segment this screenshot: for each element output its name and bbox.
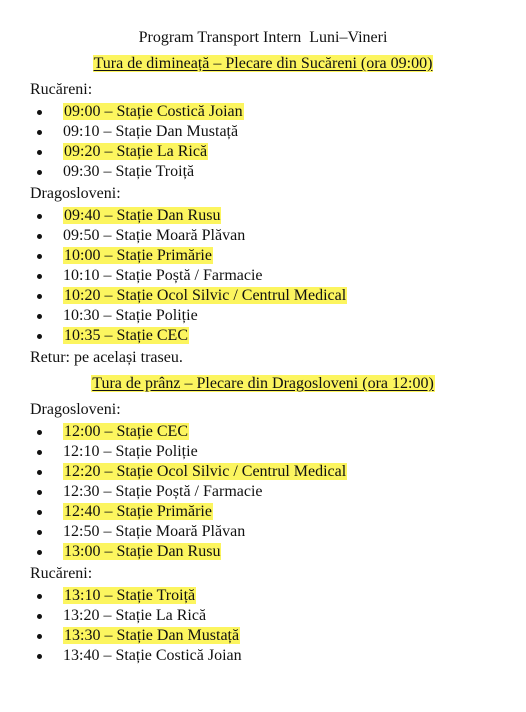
morning-location-dragosloveni: Dragosloveni: (30, 185, 121, 202)
noon-shift-heading (30, 374, 496, 394)
stop-text: 13:40 – Stație Costică Joian (63, 647, 242, 664)
bullet-icon (37, 510, 42, 515)
bullet-icon (37, 450, 42, 455)
stop-item (30, 542, 496, 562)
bullet-icon (37, 314, 42, 319)
morning-location-rucareni: Rucăreni: (30, 81, 93, 98)
morning-stops-dragosloveni (30, 206, 496, 346)
bullet-icon (37, 530, 42, 535)
stop-item (30, 286, 496, 306)
stop-text: 12:50 – Stație Moară Plăvan (63, 523, 246, 540)
stop-text: 12:40 – Stație Primărie (64, 503, 212, 520)
bullet-icon (37, 214, 42, 219)
stop-text: 10:35 – Stație CEC (64, 327, 188, 344)
noon-stops-dragosloveni (30, 422, 496, 562)
stop-text: 09:00 – Stație Costică Joian (64, 103, 243, 120)
stop-text: 10:20 – Stație Ocol Silvic / Centrul Medical (64, 287, 347, 304)
bullet-icon (37, 614, 42, 619)
noon-location-rucareni: Rucăreni: (30, 565, 93, 582)
stop-text: 12:30 – Stație Poștă / Farmacie (63, 483, 263, 500)
stop-item (30, 522, 496, 542)
bullet-icon (37, 490, 42, 495)
stop-item (30, 646, 496, 666)
stop-item (30, 462, 496, 482)
stop-item (30, 122, 496, 142)
stop-text: 10:00 – Stație Primărie (64, 247, 212, 264)
stop-item (30, 306, 496, 326)
stop-item (30, 266, 496, 286)
stop-item (30, 586, 496, 606)
stop-item (30, 142, 496, 162)
bullet-icon (37, 654, 42, 659)
bullet-icon (37, 334, 42, 339)
morning-shift-heading-text: Tura de dimineață – Plecare din Sucăreni (ora 09:00) (93, 55, 433, 72)
stop-text: 09:30 – Stație Troiță (63, 163, 195, 180)
stop-text: 12:20 – Stație Ocol Silvic / Centrul Medical (64, 463, 347, 480)
stop-item (30, 626, 496, 646)
stop-text: 09:40 – Stație Dan Rusu (64, 207, 221, 224)
document-title: Program Transport Intern Luni–Vineri (138, 29, 388, 46)
stop-text: 10:30 – Stație Poliție (63, 307, 198, 324)
bullet-icon (37, 170, 42, 175)
stop-item (30, 422, 496, 442)
bullet-icon (37, 254, 42, 259)
stop-text: 09:10 – Stație Dan Mustață (63, 123, 239, 140)
stop-item (30, 162, 496, 182)
stop-text: 13:20 – Stație La Rică (63, 607, 207, 624)
stop-text: 13:10 – Stație Troiță (64, 587, 196, 604)
stop-text: 12:10 – Stație Poliție (63, 443, 198, 460)
stop-text: 10:10 – Stație Poștă / Farmacie (63, 267, 263, 284)
bullet-icon (37, 294, 42, 299)
bullet-icon (37, 634, 42, 639)
stop-item (30, 102, 496, 122)
noon-location-dragosloveni: Dragosloveni: (30, 401, 121, 418)
bullet-icon (37, 234, 42, 239)
bullet-icon (37, 274, 42, 279)
morning-shift-heading (30, 54, 496, 74)
stop-item (30, 206, 496, 226)
stop-text: 09:50 – Stație Moară Plăvan (63, 227, 246, 244)
bullet-icon (37, 430, 42, 435)
stop-item (30, 326, 496, 346)
stop-text: 12:00 – Stație CEC (64, 423, 188, 440)
stop-item (30, 606, 496, 626)
bullet-icon (37, 110, 42, 115)
bullet-icon (37, 470, 42, 475)
bullet-icon (37, 550, 42, 555)
noon-stops-rucareni (30, 586, 496, 666)
stop-text: 13:30 – Stație Dan Mustață (64, 627, 240, 644)
morning-stops-rucareni (30, 102, 496, 182)
bullet-icon (37, 150, 42, 155)
noon-shift-heading-text: Tura de prânz – Plecare din Dragosloveni (ora 12:00) (92, 375, 434, 392)
stop-item (30, 442, 496, 462)
bullet-icon (37, 594, 42, 599)
stop-item (30, 226, 496, 246)
stop-text: 09:20 – Stație La Rică (64, 143, 208, 160)
stop-item (30, 246, 496, 266)
stop-text: 13:00 – Stație Dan Rusu (64, 543, 221, 560)
stop-item (30, 502, 496, 522)
bullet-icon (37, 130, 42, 135)
stop-item (30, 482, 496, 502)
return-note: Retur: pe același traseu. (30, 349, 183, 366)
